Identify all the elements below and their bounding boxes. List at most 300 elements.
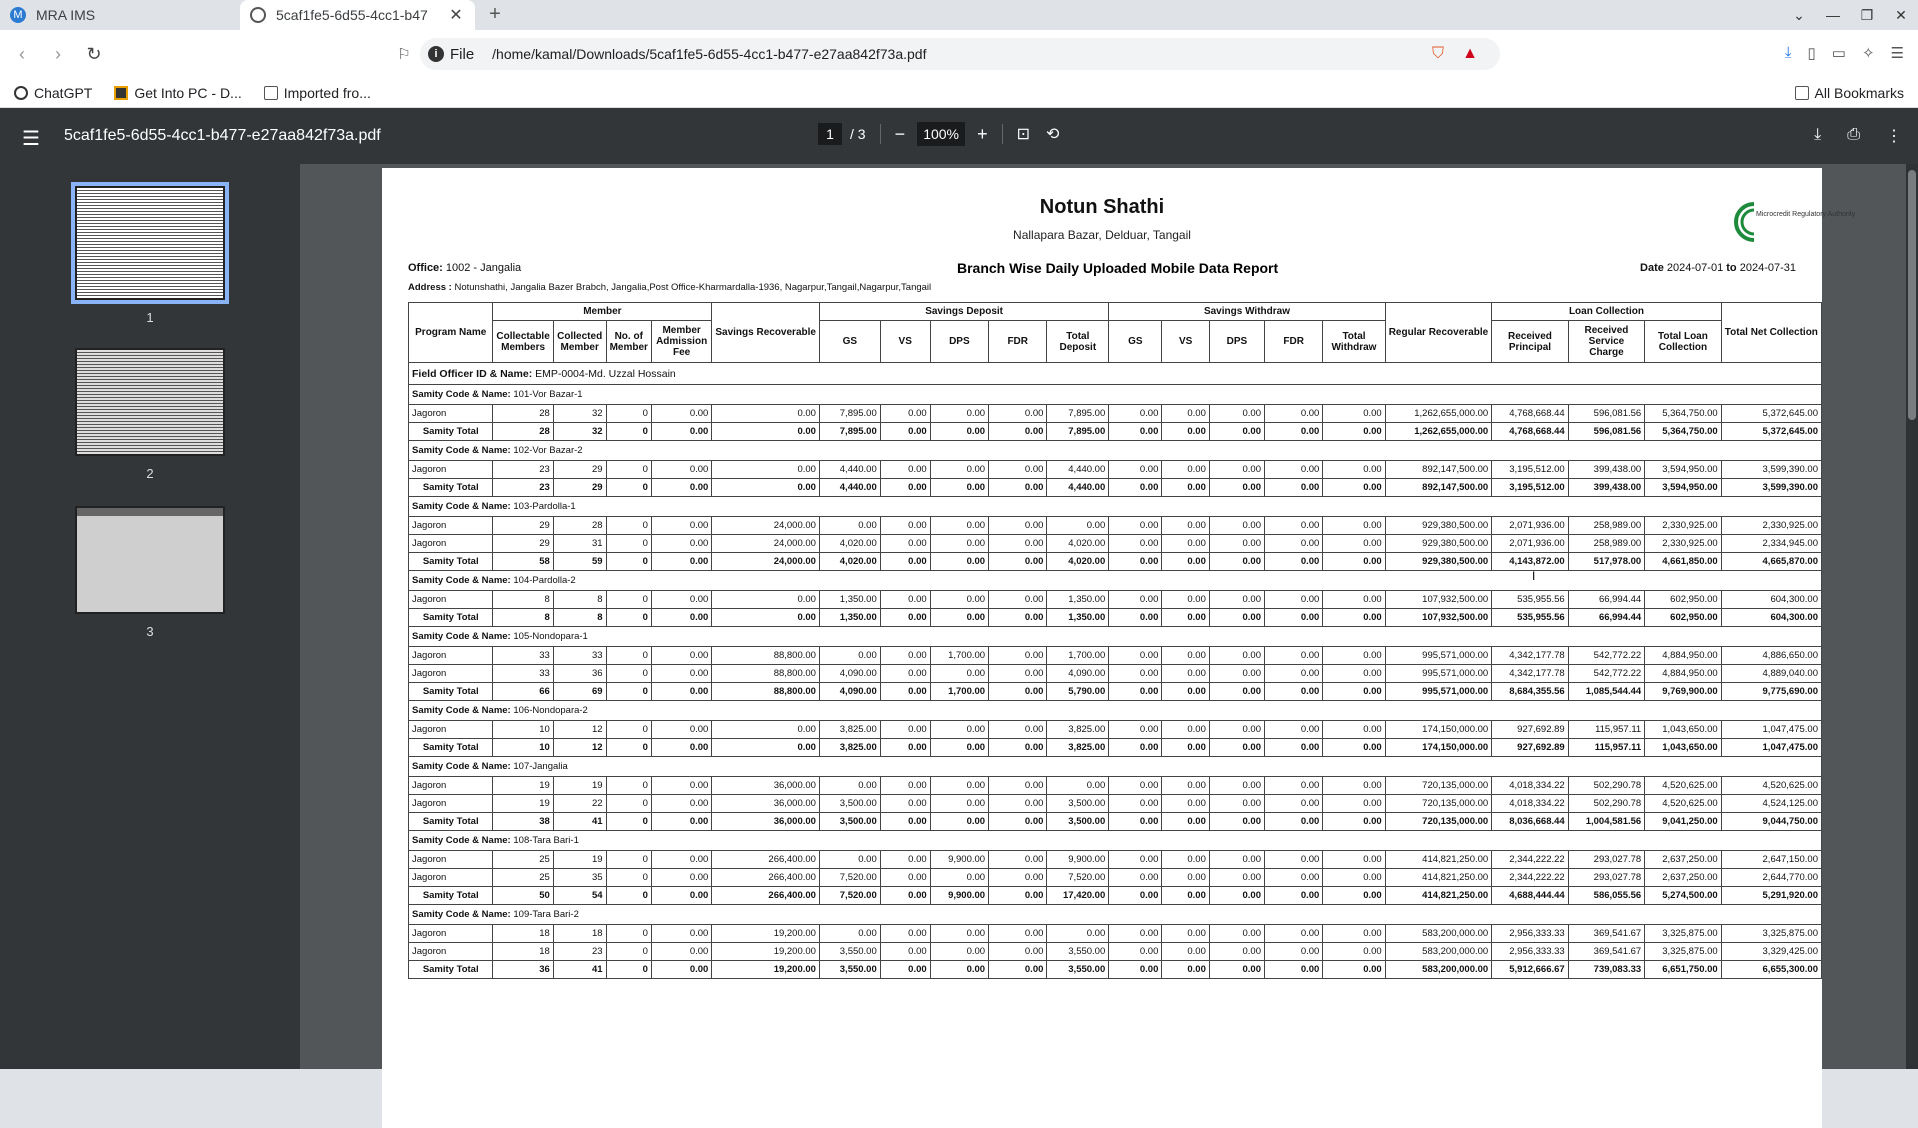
samity-total-label: Samity Total bbox=[409, 887, 493, 905]
table-body bbox=[409, 363, 1822, 979]
header-total-net: Total Net Collection bbox=[1721, 303, 1821, 363]
table-cell: 0.00 bbox=[819, 851, 880, 869]
table-cell: 8 bbox=[553, 591, 606, 609]
tab-strip bbox=[0, 0, 1918, 30]
table-cell: 720,135,000.00 bbox=[1385, 795, 1492, 813]
maximize-button[interactable]: ❐ bbox=[1860, 6, 1874, 23]
table-cell: 596,081.56 bbox=[1568, 423, 1645, 441]
table-cell: 4,440.00 bbox=[1047, 461, 1109, 479]
table-cell: 4,440.00 bbox=[819, 479, 880, 497]
table-cell: 0.00 bbox=[1109, 647, 1162, 665]
date-from: 2024-07-01 bbox=[1666, 262, 1724, 274]
table-cell: 0.00 bbox=[989, 647, 1047, 665]
office-value: 1002 - Jangalia bbox=[445, 262, 522, 274]
samity-cell bbox=[409, 627, 1822, 647]
table-cell: 0.00 bbox=[1209, 535, 1264, 553]
table-row bbox=[409, 869, 1822, 887]
table-cell: 0.00 bbox=[651, 423, 711, 441]
samity-total-label: Samity Total bbox=[409, 553, 493, 571]
table-cell: 0 bbox=[606, 887, 651, 905]
table-cell: 3,550.00 bbox=[819, 961, 880, 979]
samity-header-row bbox=[409, 701, 1822, 721]
table-cell: 0.00 bbox=[1265, 795, 1323, 813]
bookmark-imported[interactable] bbox=[264, 85, 371, 101]
table-cell: 0.00 bbox=[930, 943, 988, 961]
table-cell: 0.00 bbox=[880, 609, 930, 627]
table-cell: 0.00 bbox=[1162, 777, 1210, 795]
tab-mra-ims[interactable] bbox=[0, 0, 240, 30]
table-cell: 604,300.00 bbox=[1721, 591, 1821, 609]
download-icon[interactable]: ⤓ bbox=[1784, 44, 1792, 61]
samity-name: 101-Vor Bazar-1 bbox=[513, 389, 583, 400]
table-row bbox=[409, 647, 1822, 665]
zoom-in-icon[interactable]: + bbox=[977, 123, 988, 144]
table-cell: 3,329,425.00 bbox=[1721, 943, 1821, 961]
table-cell: 0 bbox=[606, 739, 651, 757]
samity-total-row bbox=[409, 887, 1822, 905]
header-savings-deposit: Savings Deposit bbox=[819, 303, 1108, 321]
more-options-icon[interactable]: ⋮ bbox=[1886, 128, 1902, 145]
table-cell: 293,027.78 bbox=[1568, 851, 1645, 869]
table-cell: 0.00 bbox=[1162, 721, 1210, 739]
table-cell: 0.00 bbox=[651, 869, 711, 887]
table-cell: 7,520.00 bbox=[1047, 869, 1109, 887]
subheader-cell: Collected Member bbox=[553, 321, 606, 363]
table-cell: 2,956,333.33 bbox=[1492, 943, 1569, 961]
table-cell: 0.00 bbox=[1209, 479, 1264, 497]
table-row bbox=[409, 721, 1822, 739]
table-cell: 0.00 bbox=[930, 925, 988, 943]
pdf-actions bbox=[1814, 126, 1902, 146]
back-button[interactable]: ‹ bbox=[19, 43, 25, 64]
bookmark-getintopc[interactable] bbox=[114, 85, 241, 101]
table-cell: 0.00 bbox=[880, 535, 930, 553]
table-cell: 0.00 bbox=[1323, 887, 1385, 905]
table-cell: 0.00 bbox=[1209, 517, 1264, 535]
table-cell: 0 bbox=[606, 777, 651, 795]
table-cell: 414,821,250.00 bbox=[1385, 851, 1492, 869]
thumbnail-number: 1 bbox=[146, 310, 154, 325]
subheader-cell: No. of Member bbox=[606, 321, 651, 363]
table-cell: 1,350.00 bbox=[1047, 609, 1109, 627]
pdf-download-icon[interactable]: ⤓ bbox=[1814, 126, 1822, 143]
table-cell: 0.00 bbox=[1265, 609, 1323, 627]
table-cell: 0.00 bbox=[651, 777, 711, 795]
menu-icon[interactable]: ☰ bbox=[1890, 45, 1904, 62]
table-header bbox=[409, 303, 1822, 363]
table-cell: 69 bbox=[553, 683, 606, 701]
table-cell: 0.00 bbox=[1265, 405, 1323, 423]
table-cell: 3,594,950.00 bbox=[1645, 479, 1722, 497]
reload-button[interactable]: ↻ bbox=[86, 43, 102, 64]
table-cell: 0.00 bbox=[1209, 591, 1264, 609]
table-cell: 19 bbox=[493, 777, 553, 795]
table-cell: 0.00 bbox=[1209, 647, 1264, 665]
samity-total-row bbox=[409, 479, 1822, 497]
table-cell: 0.00 bbox=[1265, 683, 1323, 701]
table-cell: 32 bbox=[553, 423, 606, 441]
table-cell: 0.00 bbox=[1162, 739, 1210, 757]
table-cell: 3,550.00 bbox=[1047, 961, 1109, 979]
table-cell: 0.00 bbox=[1323, 683, 1385, 701]
table-cell: 4,768,668.44 bbox=[1492, 423, 1569, 441]
table-cell: 0.00 bbox=[1323, 721, 1385, 739]
table-cell: 36,000.00 bbox=[712, 795, 820, 813]
table-cell: Jagoron bbox=[409, 851, 493, 869]
table-cell: 0.00 bbox=[1323, 535, 1385, 553]
subheader-cell: GS bbox=[819, 321, 880, 363]
table-cell: 5,291,920.00 bbox=[1721, 887, 1821, 905]
table-cell: 2,071,936.00 bbox=[1492, 535, 1569, 553]
subheader-cell: Received Service Charge bbox=[1568, 321, 1645, 363]
table-cell: 29 bbox=[493, 535, 553, 553]
table-cell: 0.00 bbox=[1047, 925, 1109, 943]
table-cell: 36 bbox=[553, 665, 606, 683]
table-cell: 0.00 bbox=[880, 647, 930, 665]
subheader-cell: DPS bbox=[930, 321, 988, 363]
table-cell: 0 bbox=[606, 535, 651, 553]
bookmarks-bar bbox=[0, 78, 1918, 108]
table-cell: 5,790.00 bbox=[1047, 683, 1109, 701]
subheader-cell: Member Admission Fee bbox=[651, 321, 711, 363]
table-cell: 0.00 bbox=[880, 665, 930, 683]
table-cell: 5,274,500.00 bbox=[1645, 887, 1722, 905]
table-cell: 399,438.00 bbox=[1568, 479, 1645, 497]
table-cell: 0.00 bbox=[1162, 423, 1210, 441]
bookmark-page-icon[interactable]: ⚐ bbox=[397, 46, 411, 63]
table-cell: 0.00 bbox=[651, 887, 711, 905]
report-title: Branch Wise Daily Uploaded Mobile Data Report bbox=[957, 260, 1279, 276]
table-cell: 9,775,690.00 bbox=[1721, 683, 1821, 701]
table-cell: 0.00 bbox=[651, 553, 711, 571]
folder-icon bbox=[1795, 86, 1809, 100]
table-cell: 583,200,000.00 bbox=[1385, 943, 1492, 961]
table-cell: 0.00 bbox=[930, 777, 988, 795]
forward-button[interactable]: › bbox=[55, 43, 61, 64]
samity-total-row bbox=[409, 813, 1822, 831]
table-cell: 25 bbox=[493, 851, 553, 869]
table-cell: 258,989.00 bbox=[1568, 535, 1645, 553]
table-cell: 0.00 bbox=[989, 479, 1047, 497]
table-cell: 0 bbox=[606, 517, 651, 535]
table-cell: 0.00 bbox=[1209, 739, 1264, 757]
table-cell: Jagoron bbox=[409, 869, 493, 887]
scrollbar-thumb[interactable] bbox=[1908, 170, 1916, 420]
table-cell: 0 bbox=[606, 961, 651, 979]
table-cell: Jagoron bbox=[409, 925, 493, 943]
page-thumbnail[interactable] bbox=[75, 186, 225, 300]
table-cell: 8,036,668.44 bbox=[1492, 813, 1569, 831]
table-row bbox=[409, 925, 1822, 943]
table-cell: 0.00 bbox=[1323, 925, 1385, 943]
mra-logo-icon bbox=[1732, 198, 1856, 244]
table-cell: 720,135,000.00 bbox=[1385, 777, 1492, 795]
table-cell: 0.00 bbox=[1209, 813, 1264, 831]
brave-shield-icon[interactable]: ⛉ bbox=[1431, 45, 1444, 62]
table-cell: 0.00 bbox=[930, 461, 988, 479]
table-row bbox=[409, 943, 1822, 961]
sidebar-icon[interactable]: ▯ bbox=[1807, 45, 1816, 62]
report-table bbox=[408, 302, 1822, 979]
table-cell: 0.00 bbox=[1162, 813, 1210, 831]
table-cell: 929,380,500.00 bbox=[1385, 535, 1492, 553]
table-cell: 0 bbox=[606, 943, 651, 961]
table-cell: 0.00 bbox=[1109, 961, 1162, 979]
table-row bbox=[409, 851, 1822, 869]
subheader-cell: VS bbox=[880, 321, 930, 363]
table-cell: 1,043,650.00 bbox=[1645, 739, 1722, 757]
table-cell: 0.00 bbox=[989, 461, 1047, 479]
table-cell: 28 bbox=[493, 423, 553, 441]
close-window-button[interactable]: ✕ bbox=[1895, 6, 1907, 23]
subheader-cell: Total Withdraw bbox=[1323, 321, 1385, 363]
table-cell: 3,325,875.00 bbox=[1721, 925, 1821, 943]
samity-total-row bbox=[409, 961, 1822, 979]
info-icon[interactable]: i bbox=[428, 46, 444, 62]
samity-label: Samity Code & Name: bbox=[412, 631, 511, 642]
table-cell: 0.00 bbox=[651, 517, 711, 535]
table-cell: 0.00 bbox=[712, 739, 820, 757]
table-row bbox=[409, 795, 1822, 813]
table-cell: 18 bbox=[553, 925, 606, 943]
table-cell: 29 bbox=[493, 517, 553, 535]
table-cell: Jagoron bbox=[409, 665, 493, 683]
table-cell: 0.00 bbox=[1162, 591, 1210, 609]
table-cell: 0.00 bbox=[1209, 721, 1264, 739]
page-thumbnail[interactable] bbox=[75, 348, 225, 456]
table-cell: 4,884,950.00 bbox=[1645, 665, 1722, 683]
pdf-viewer[interactable] bbox=[300, 164, 1918, 1069]
table-cell: 0.00 bbox=[880, 721, 930, 739]
table-cell: 0.00 bbox=[880, 553, 930, 571]
table-cell: 28 bbox=[493, 405, 553, 423]
url-text[interactable]: /home/kamal/Downloads/5caf1fe5-6d55-4cc1-b477-e27aa842f73a.pdf bbox=[492, 46, 927, 62]
mra-favicon-icon: M bbox=[10, 7, 26, 23]
table-cell: 3,599,390.00 bbox=[1721, 479, 1821, 497]
samity-name: 108-Tara Bari-1 bbox=[513, 835, 579, 846]
samity-total-label: Samity Total bbox=[409, 609, 493, 627]
page-number-input[interactable]: 1 bbox=[818, 123, 842, 145]
brave-rewards-icon[interactable]: ▲ bbox=[1462, 45, 1478, 62]
table-cell: 0.00 bbox=[1265, 553, 1323, 571]
table-cell: 0 bbox=[606, 553, 651, 571]
table-cell: 0.00 bbox=[989, 721, 1047, 739]
table-cell: 0.00 bbox=[1109, 925, 1162, 943]
table-cell: 4,020.00 bbox=[819, 553, 880, 571]
table-cell: 0.00 bbox=[712, 479, 820, 497]
table-cell: 0.00 bbox=[651, 739, 711, 757]
date-range bbox=[1640, 262, 1796, 274]
table-row bbox=[409, 405, 1822, 423]
table-cell: 0.00 bbox=[1265, 777, 1323, 795]
table-cell: 0.00 bbox=[651, 813, 711, 831]
pdf-toolbar bbox=[0, 108, 1918, 164]
new-tab-button[interactable]: + bbox=[489, 2, 501, 25]
table-cell: 0.00 bbox=[880, 887, 930, 905]
table-cell: Jagoron bbox=[409, 405, 493, 423]
table-cell: 517,978.00 bbox=[1568, 553, 1645, 571]
zoom-out-icon[interactable]: − bbox=[894, 123, 906, 144]
table-cell: 0.00 bbox=[1209, 461, 1264, 479]
table-cell: 0.00 bbox=[1323, 795, 1385, 813]
table-cell: 66,994.44 bbox=[1568, 609, 1645, 627]
table-cell: 1,047,475.00 bbox=[1721, 739, 1821, 757]
table-cell: 602,950.00 bbox=[1645, 609, 1722, 627]
table-cell: 995,571,000.00 bbox=[1385, 665, 1492, 683]
to-label: to bbox=[1726, 262, 1737, 274]
table-cell: 0.00 bbox=[1109, 517, 1162, 535]
table-cell: 0.00 bbox=[1323, 647, 1385, 665]
header-savings-recoverable: Savings Recoverable bbox=[712, 303, 820, 363]
pdf-sidebar-toggle-icon[interactable]: ☰ bbox=[22, 128, 40, 150]
table-cell: 892,147,500.00 bbox=[1385, 461, 1492, 479]
table-cell: 0.00 bbox=[1265, 721, 1323, 739]
samity-header-row bbox=[409, 627, 1822, 647]
table-cell: 0.00 bbox=[1209, 553, 1264, 571]
leo-ai-icon[interactable]: ✧ bbox=[1861, 45, 1875, 62]
divider bbox=[880, 124, 881, 144]
table-cell: 0.00 bbox=[1162, 405, 1210, 423]
table-cell: 36,000.00 bbox=[712, 813, 820, 831]
all-bookmarks[interactable] bbox=[1795, 85, 1904, 101]
table-cell: 1,350.00 bbox=[1047, 591, 1109, 609]
browser-toolbar bbox=[0, 30, 1918, 78]
table-cell: 22 bbox=[553, 795, 606, 813]
table-cell: 23 bbox=[493, 479, 553, 497]
table-cell: 24,000.00 bbox=[712, 517, 820, 535]
table-cell: 583,200,000.00 bbox=[1385, 925, 1492, 943]
table-cell: 28 bbox=[553, 517, 606, 535]
table-cell: 9,900.00 bbox=[1047, 851, 1109, 869]
close-tab-icon[interactable]: ✕ bbox=[449, 7, 463, 24]
table-cell: 1,085,544.44 bbox=[1568, 683, 1645, 701]
table-cell: 3,325,875.00 bbox=[1645, 943, 1722, 961]
table-cell: 4,524,125.00 bbox=[1721, 795, 1821, 813]
table-cell: 33 bbox=[553, 647, 606, 665]
tab-search-icon[interactable]: ⌄ bbox=[1793, 6, 1805, 23]
table-cell: 66 bbox=[493, 683, 553, 701]
table-cell: 1,262,655,000.00 bbox=[1385, 405, 1492, 423]
table-cell: 2,344,222.22 bbox=[1492, 869, 1569, 887]
table-cell: 0.00 bbox=[880, 683, 930, 701]
table-cell: 0.00 bbox=[651, 609, 711, 627]
page-thumbnail[interactable] bbox=[75, 506, 225, 614]
table-cell: 2,330,925.00 bbox=[1721, 517, 1821, 535]
tab-pdf[interactable] bbox=[240, 0, 475, 30]
samity-name: 105-Nondopara-1 bbox=[513, 631, 588, 642]
table-cell: Jagoron bbox=[409, 647, 493, 665]
table-cell: 0.00 bbox=[1265, 851, 1323, 869]
table-cell: 88,800.00 bbox=[712, 647, 820, 665]
table-cell: 0.00 bbox=[1265, 479, 1323, 497]
table-cell: 0.00 bbox=[1265, 925, 1323, 943]
table-cell: 0.00 bbox=[1109, 423, 1162, 441]
fit-page-icon[interactable]: ⊡ bbox=[1016, 126, 1031, 143]
table-cell: 0.00 bbox=[1323, 609, 1385, 627]
print-icon[interactable]: ⎙ bbox=[1847, 126, 1860, 143]
table-cell: 0.00 bbox=[1109, 479, 1162, 497]
table-cell: 4,886,650.00 bbox=[1721, 647, 1821, 665]
table-cell: 0.00 bbox=[651, 535, 711, 553]
table-cell: 0.00 bbox=[930, 535, 988, 553]
logo-text: Microcredit Regulatory Authority bbox=[1756, 211, 1856, 218]
table-cell: 0.00 bbox=[1209, 869, 1264, 887]
table-cell: 0.00 bbox=[1162, 851, 1210, 869]
table-cell: 5,372,645.00 bbox=[1721, 423, 1821, 441]
subheader-cell: DPS bbox=[1209, 321, 1264, 363]
table-cell: 0.00 bbox=[930, 795, 988, 813]
table-cell: 0.00 bbox=[989, 405, 1047, 423]
table-cell: 0.00 bbox=[1162, 609, 1210, 627]
table-cell: 0.00 bbox=[989, 813, 1047, 831]
pdf-thumbnail-sidebar bbox=[0, 164, 300, 1069]
fo-value: EMP-0004-Md. Uzzal Hossain bbox=[535, 367, 676, 380]
table-cell: 4,889,040.00 bbox=[1721, 665, 1821, 683]
table-cell: 0.00 bbox=[989, 739, 1047, 757]
rotate-icon[interactable]: ⟲ bbox=[1046, 126, 1060, 143]
bookmark-chatgpt[interactable] bbox=[14, 85, 92, 101]
table-cell: 0.00 bbox=[1109, 683, 1162, 701]
table-cell: 3,325,875.00 bbox=[1645, 925, 1722, 943]
table-cell: 0.00 bbox=[989, 517, 1047, 535]
address-bar[interactable] bbox=[420, 38, 1500, 70]
wallet-icon[interactable]: ▭ bbox=[1831, 45, 1846, 62]
table-cell: 0.00 bbox=[1209, 423, 1264, 441]
minimize-button[interactable]: — bbox=[1826, 7, 1840, 23]
samity-total-row bbox=[409, 683, 1822, 701]
scrollbar[interactable] bbox=[1906, 164, 1918, 1069]
samity-label: Samity Code & Name: bbox=[412, 835, 511, 846]
table-cell: 4,520,625.00 bbox=[1645, 777, 1722, 795]
table-cell: 4,688,444.44 bbox=[1492, 887, 1569, 905]
table-cell: 5,372,645.00 bbox=[1721, 405, 1821, 423]
samity-label: Samity Code & Name: bbox=[412, 389, 511, 400]
table-cell: 19 bbox=[493, 795, 553, 813]
table-cell: 927,692.89 bbox=[1492, 739, 1569, 757]
table-cell: 586,055.56 bbox=[1568, 887, 1645, 905]
table-cell: 258,989.00 bbox=[1568, 517, 1645, 535]
table-cell: 0.00 bbox=[989, 535, 1047, 553]
globe-icon bbox=[250, 7, 266, 23]
table-cell: 3,500.00 bbox=[1047, 813, 1109, 831]
table-cell: 10 bbox=[493, 739, 553, 757]
table-cell: 604,300.00 bbox=[1721, 609, 1821, 627]
table-cell: 0.00 bbox=[712, 405, 820, 423]
table-cell: 0.00 bbox=[712, 461, 820, 479]
samity-total-label: Samity Total bbox=[409, 961, 493, 979]
table-cell: 0.00 bbox=[930, 665, 988, 683]
table-cell: 995,571,000.00 bbox=[1385, 683, 1492, 701]
table-cell: 107,932,500.00 bbox=[1385, 591, 1492, 609]
table-cell: 0 bbox=[606, 869, 651, 887]
table-cell: 2,637,250.00 bbox=[1645, 869, 1722, 887]
table-cell: 0.00 bbox=[1109, 795, 1162, 813]
table-cell: 4,143,872.00 bbox=[1492, 553, 1569, 571]
table-cell: 0.00 bbox=[712, 609, 820, 627]
fo-label: Field Officer ID & Name: bbox=[412, 367, 533, 380]
table-cell: 0 bbox=[606, 665, 651, 683]
table-cell: 3,500.00 bbox=[1047, 795, 1109, 813]
table-cell: 0.00 bbox=[1109, 887, 1162, 905]
table-cell: 0.00 bbox=[880, 517, 930, 535]
table-cell: 1,700.00 bbox=[1047, 647, 1109, 665]
table-cell: 0.00 bbox=[1209, 887, 1264, 905]
table-cell: 174,150,000.00 bbox=[1385, 739, 1492, 757]
tab-title: MRA IMS bbox=[36, 7, 96, 23]
table-cell: 23 bbox=[493, 461, 553, 479]
zoom-input[interactable]: 100% bbox=[917, 122, 965, 146]
table-cell: 929,380,500.00 bbox=[1385, 553, 1492, 571]
